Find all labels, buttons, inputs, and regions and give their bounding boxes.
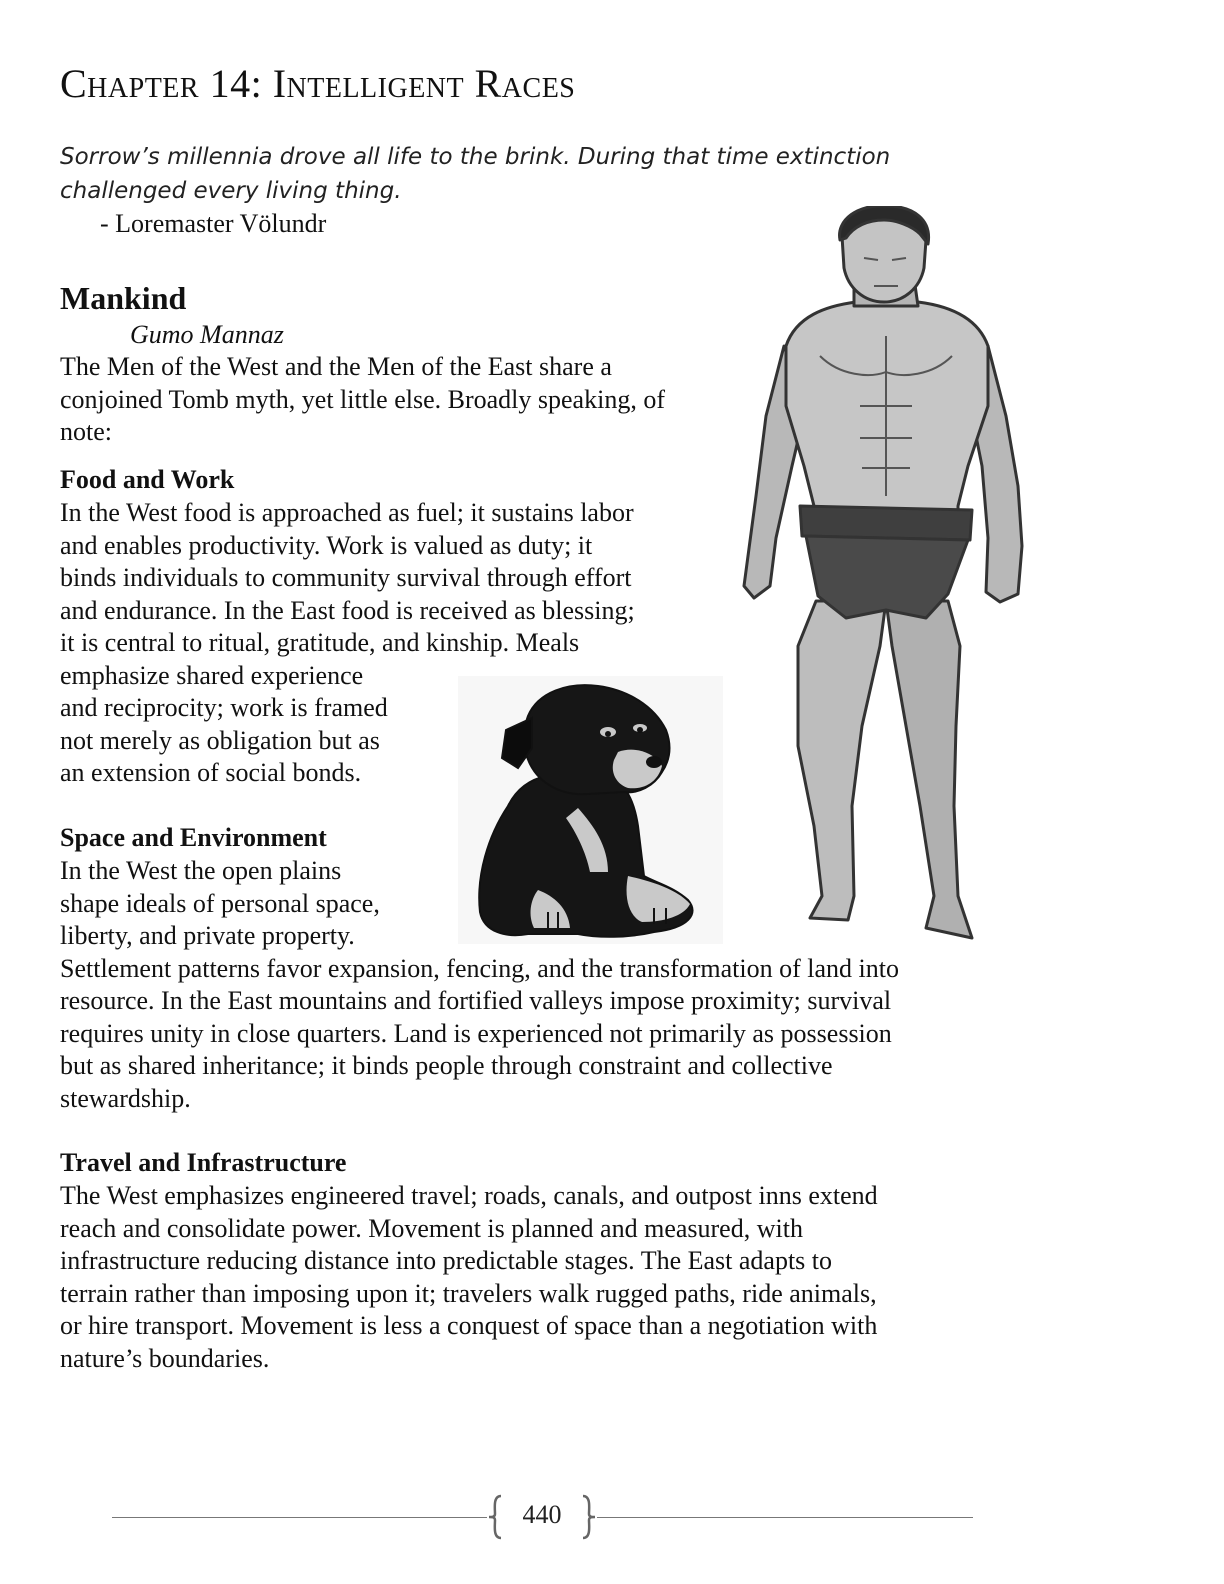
mankind-subtitle: Gumo Mannaz bbox=[130, 320, 284, 349]
epigraph-quote: Sorrow’s millennia drove all life to the brink. During that time extinction challenged every living thing. bbox=[60, 144, 891, 204]
text-line: Settlement patterns favor expansion, fencing, and the transformation of land into bbox=[60, 953, 899, 983]
text-line: and reciprocity; work is framed bbox=[60, 693, 388, 722]
text-line: In the West the open plains bbox=[60, 856, 342, 885]
text-line: stewardship. bbox=[60, 1083, 191, 1113]
epigraph-attribution: - Loremaster Völundr bbox=[100, 209, 327, 238]
text-line: infrastructure reducing distance into predictable stages. The East adapts to bbox=[60, 1246, 833, 1275]
text-line: it is central to ritual, gratitude, and kinship. Meals bbox=[60, 628, 580, 657]
subheading-food-and-work: Food and Work bbox=[60, 465, 235, 494]
text-line: and endurance. In the East food is received as blessing; bbox=[60, 595, 635, 625]
rottweiler-illustration bbox=[458, 676, 723, 944]
text-line: or hire transport. Movement is less a conquest of space than a negotiation with bbox=[60, 1311, 878, 1340]
man-illustration bbox=[736, 206, 1036, 952]
subheading-travel-and-infrastructure: Travel and Infrastructure bbox=[60, 1148, 347, 1177]
text-line: nature’s boundaries. bbox=[60, 1343, 270, 1373]
text-line: not merely as obligation but as bbox=[60, 725, 380, 755]
mankind-intro: The Men of the West and the Men of the East share a conjoined Tomb myth, yet little else. Broadly speaking, of note: bbox=[60, 352, 665, 446]
text-line: liberty, and private property. bbox=[60, 921, 355, 950]
page-number: 440 bbox=[522, 1500, 562, 1529]
text-line: and enables productivity. Work is valued as duty; it bbox=[60, 530, 593, 560]
chapter-title: Chapter 14: Intelligent Races bbox=[60, 61, 576, 106]
travel-and-infrastructure-text bbox=[60, 1180, 878, 1375]
text-line: terrain rather than imposing upon it; travelers walk rugged paths, ride animals, bbox=[60, 1278, 877, 1308]
text-line: binds individuals to community survival through effort bbox=[60, 563, 632, 592]
text-line: reach and consolidate power. Movement is planned and measured, with bbox=[60, 1213, 803, 1243]
text-line: requires unity in close quarters. Land is experienced not primarily as possession bbox=[60, 1018, 892, 1048]
text-line: but as shared inheritance; it binds people through constraint and collective bbox=[60, 1051, 833, 1080]
text-line: an extension of social bonds. bbox=[60, 758, 362, 787]
text-line: In the West food is approached as fuel; it sustains labor bbox=[60, 498, 634, 527]
footer-rule-left bbox=[112, 1517, 487, 1518]
subheading-space-and-environment: Space and Environment bbox=[60, 823, 327, 852]
footer-rule-right bbox=[597, 1517, 973, 1518]
text-line: shape ideals of personal space, bbox=[60, 888, 380, 918]
text-line: The West emphasizes engineered travel; roads, canals, and outpost inns extend bbox=[60, 1181, 878, 1210]
text-line: emphasize shared experience bbox=[60, 660, 364, 690]
section-heading-mankind: Mankind bbox=[60, 280, 187, 316]
text-line: resource. In the East mountains and fortified valleys impose proximity; survival bbox=[60, 986, 892, 1015]
